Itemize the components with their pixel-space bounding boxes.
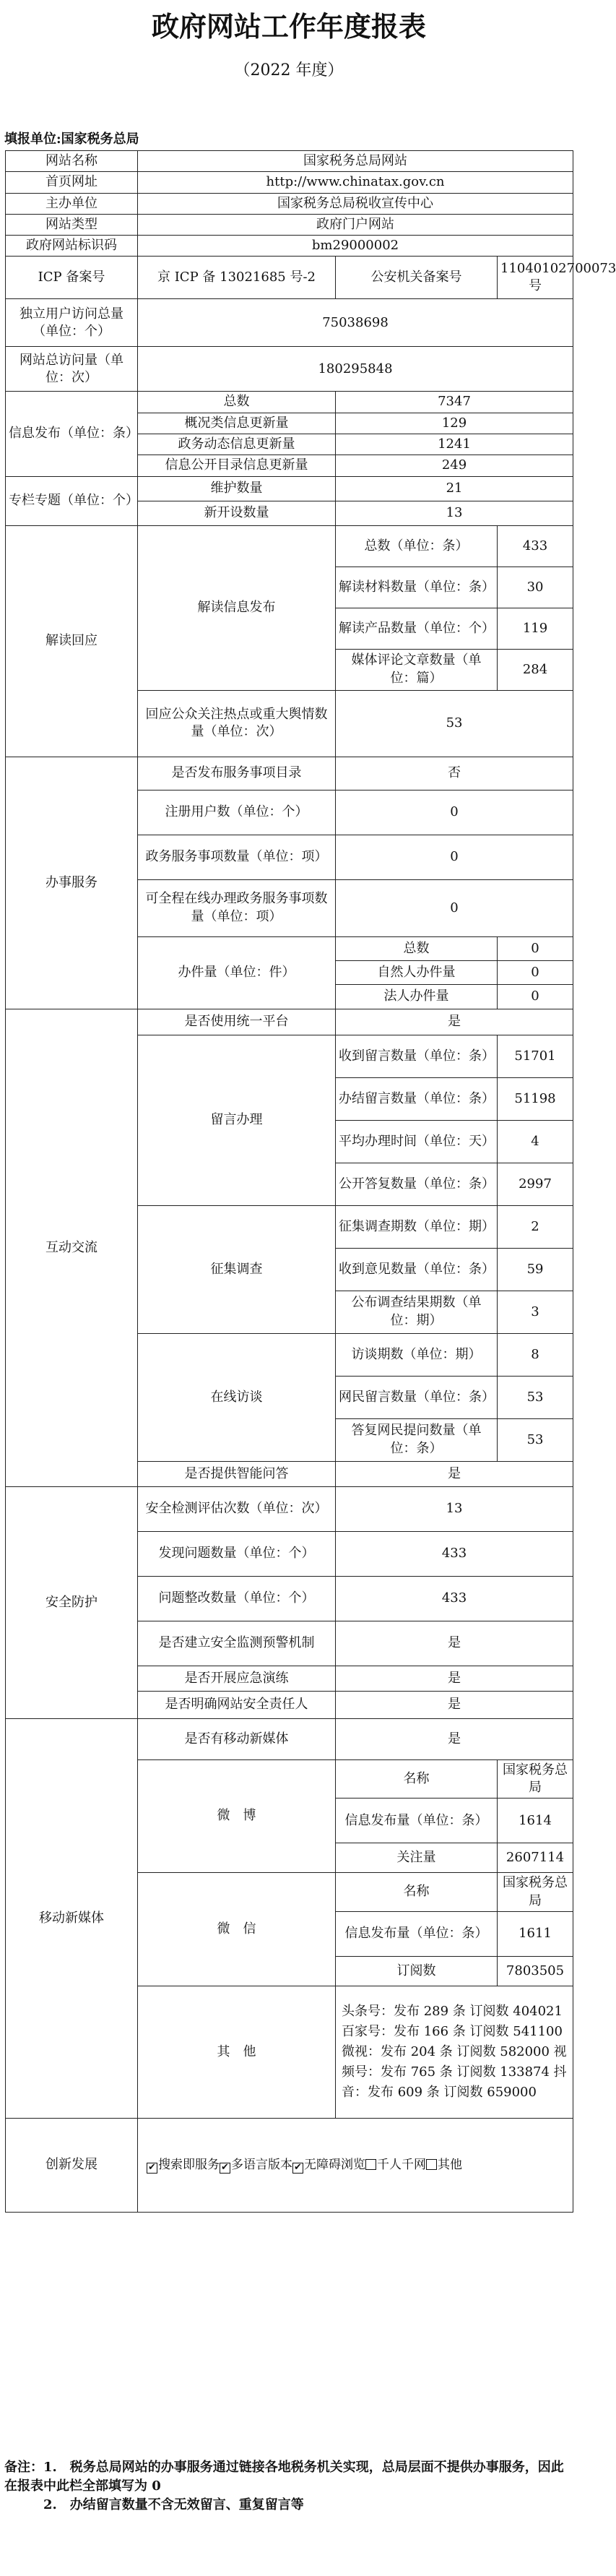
row-value: 是 bbox=[336, 1009, 573, 1035]
group-label: 微 博 bbox=[138, 1759, 336, 1873]
table-row bbox=[6, 2118, 573, 2212]
table-row bbox=[6, 1009, 573, 1035]
row-label: 媒体评论文章数量（单位：篇） bbox=[336, 649, 498, 690]
row-value: 否 bbox=[336, 757, 573, 790]
table-row bbox=[6, 1718, 573, 1759]
section-label: 解读回应 bbox=[6, 525, 138, 757]
section-label: 安全防护 bbox=[6, 1486, 138, 1718]
group-label: 在线访谈 bbox=[138, 1333, 336, 1461]
row-label: 发现问题数量（单位：个） bbox=[138, 1531, 336, 1576]
site-sponsor: 国家税务总局税收宣传中心 bbox=[138, 193, 573, 214]
row-label: 总数 bbox=[336, 936, 498, 960]
field-label: 政府网站标识码 bbox=[6, 236, 138, 257]
row-label: 概况类信息更新量 bbox=[138, 413, 336, 434]
option-label: 无障碍浏览 bbox=[304, 2158, 365, 2173]
report-year: （2022 年度） bbox=[234, 61, 344, 79]
row-label: 收到留言数量（单位：条） bbox=[336, 1035, 498, 1077]
section-label: 互动交流 bbox=[6, 1009, 138, 1486]
table-row bbox=[6, 1486, 573, 1531]
row-label: 信息公开目录信息更新量 bbox=[138, 455, 336, 476]
row-value: 0 bbox=[498, 936, 573, 960]
row-label: 政务动态信息更新量 bbox=[138, 434, 336, 455]
row-value: 1241 bbox=[336, 434, 573, 455]
row-value: 7347 bbox=[336, 392, 573, 413]
row-label: 解读产品数量（单位：个） bbox=[336, 608, 498, 649]
row-label: 公布调查结果期数（单位：期） bbox=[336, 1291, 498, 1333]
row-value: 53 bbox=[498, 1376, 573, 1418]
checkbox-icon bbox=[426, 2159, 437, 2170]
row-label: 维护数量 bbox=[138, 476, 336, 501]
row-label: 答复网民提问数量（单位：条） bbox=[336, 1418, 498, 1461]
group-label: 办件量（单位：件） bbox=[138, 936, 336, 1009]
table-row bbox=[6, 476, 573, 501]
page-title: 政府网站工作年度报表 bbox=[151, 11, 426, 43]
row-value: 433 bbox=[336, 1531, 573, 1576]
group-label: 解读信息发布 bbox=[138, 525, 336, 690]
site-name: 国家税务总局网站 bbox=[138, 151, 573, 172]
row-label: 问题整改数量（单位：个） bbox=[138, 1576, 336, 1621]
row-label: 是否建立安全监测预警机制 bbox=[138, 1621, 336, 1666]
field-label: 公安机关备案号 bbox=[336, 257, 498, 299]
field-label: 网站类型 bbox=[6, 214, 138, 235]
row-label: 是否提供智能问答 bbox=[138, 1461, 336, 1486]
row-label: 征集调查期数（单位：期） bbox=[336, 1205, 498, 1248]
note-line: 2. 办结留言数量不含无效留言、重复留言等 bbox=[4, 2497, 304, 2513]
row-label: 政务服务事项数量（单位：项） bbox=[138, 835, 336, 879]
row-value: 2997 bbox=[498, 1163, 573, 1205]
field-label: 网站总访问量（单位：次） bbox=[6, 347, 138, 392]
row-value: 0 bbox=[336, 790, 573, 835]
table-row bbox=[6, 214, 573, 235]
row-label: 名称 bbox=[336, 1759, 498, 1799]
row-value: 国家税务总局 bbox=[498, 1873, 573, 1912]
row-value: 0 bbox=[336, 835, 573, 879]
option-label: 多语言版本 bbox=[231, 2158, 292, 2173]
section-label: 创新发展 bbox=[6, 2118, 138, 2212]
row-value: 51701 bbox=[498, 1035, 573, 1077]
table-row bbox=[6, 347, 573, 392]
field-label: 主办单位 bbox=[6, 193, 138, 214]
row-label: 信息发布量（单位：条） bbox=[336, 1911, 498, 1956]
row-label: 是否有移动新媒体 bbox=[138, 1718, 336, 1759]
section-label: 专栏专题（单位：个） bbox=[6, 476, 138, 525]
option-label: 千人千网 bbox=[377, 2158, 426, 2173]
row-value: 21 bbox=[336, 476, 573, 501]
innovation-option bbox=[147, 2157, 220, 2174]
row-label: 公开答复数量（单位：条） bbox=[336, 1163, 498, 1205]
row-value: 0 bbox=[498, 984, 573, 1009]
innovation-option bbox=[365, 2157, 426, 2174]
row-value: 13 bbox=[336, 501, 573, 525]
group-label: 征集调查 bbox=[138, 1205, 336, 1333]
row-value: 59 bbox=[498, 1248, 573, 1291]
group-label: 留言办理 bbox=[138, 1035, 336, 1205]
row-value: 国家税务总局 bbox=[498, 1759, 573, 1799]
table-row bbox=[6, 257, 573, 299]
row-label: 安全检测评估次数（单位：次） bbox=[138, 1486, 336, 1531]
row-value: 是 bbox=[336, 1691, 573, 1718]
row-label: 解读材料数量（单位：条） bbox=[336, 567, 498, 608]
site-code: bm29000002 bbox=[138, 236, 573, 257]
report-table bbox=[5, 150, 616, 2213]
row-value: 1611 bbox=[498, 1911, 573, 1956]
section-label: 信息发布（单位：条） bbox=[6, 392, 138, 476]
table-row bbox=[6, 172, 573, 193]
row-value: 4 bbox=[498, 1120, 573, 1163]
innovation-options bbox=[138, 2118, 573, 2212]
row-value: 53 bbox=[336, 690, 573, 757]
row-label: 是否使用统一平台 bbox=[138, 1009, 336, 1035]
table-row bbox=[6, 525, 573, 567]
row-label: 收到意见数量（单位：条） bbox=[336, 1248, 498, 1291]
row-label: 平均办理时间（单位：天） bbox=[336, 1120, 498, 1163]
row-label: 回应公众关注热点或重大舆情数量（单位：次） bbox=[138, 690, 336, 757]
option-label: 搜索即服务 bbox=[158, 2158, 220, 2173]
row-value: 433 bbox=[336, 1576, 573, 1621]
row-label: 是否明确网站安全责任人 bbox=[138, 1691, 336, 1718]
group-label: 其 他 bbox=[138, 1986, 336, 2118]
row-label: 新开设数量 bbox=[138, 501, 336, 525]
row-value: 129 bbox=[336, 413, 573, 434]
row-value: 119 bbox=[498, 608, 573, 649]
row-value: 是 bbox=[336, 1666, 573, 1691]
icp-number: 京 ICP 备 13021685 号-2 bbox=[138, 257, 336, 299]
row-label: 是否开展应急演练 bbox=[138, 1666, 336, 1691]
row-value: 433 bbox=[498, 525, 573, 567]
site-type: 政府门户网站 bbox=[138, 214, 573, 235]
police-number: 11040102700073 号 bbox=[498, 257, 573, 299]
field-label: 首页网址 bbox=[6, 172, 138, 193]
table-row bbox=[6, 757, 573, 790]
option-label: 其他 bbox=[438, 2158, 462, 2173]
checkbox-icon: ✔ bbox=[220, 2163, 230, 2174]
field-label: 网站名称 bbox=[6, 151, 138, 172]
row-value: 53 bbox=[498, 1418, 573, 1461]
row-value: 51198 bbox=[498, 1077, 573, 1120]
row-value: 2607114 bbox=[498, 1843, 573, 1873]
section-label: 移动新媒体 bbox=[6, 1718, 138, 2118]
checkbox-icon: ✔ bbox=[292, 2163, 303, 2174]
row-value: 8 bbox=[498, 1333, 573, 1376]
row-label: 可全程在线办理政务服务事项数量（单位：项） bbox=[138, 879, 336, 936]
row-label: 关注量 bbox=[336, 1843, 498, 1873]
table-row bbox=[6, 193, 573, 214]
table-row bbox=[6, 236, 573, 257]
row-value: 是 bbox=[336, 1621, 573, 1666]
row-value: 1614 bbox=[498, 1799, 573, 1843]
row-value: 是 bbox=[336, 1461, 573, 1486]
row-label: 法人办件量 bbox=[336, 984, 498, 1009]
row-value: 0 bbox=[336, 879, 573, 936]
field-label: 独立用户访问总量（单位：个） bbox=[6, 299, 138, 347]
reporting-unit: 填报单位:国家税务总局 bbox=[4, 132, 139, 147]
row-label: 名称 bbox=[336, 1873, 498, 1912]
site-url: http://www.chinatax.gov.cn bbox=[138, 172, 573, 193]
row-label: 注册用户数（单位：个） bbox=[138, 790, 336, 835]
row-value: 0 bbox=[498, 960, 573, 984]
row-value: 3 bbox=[498, 1291, 573, 1333]
row-label: 信息发布量（单位：条） bbox=[336, 1799, 498, 1843]
group-label: 微 信 bbox=[138, 1873, 336, 1986]
page-views: 180295848 bbox=[138, 347, 573, 392]
row-label: 总数（单位：条） bbox=[336, 525, 498, 567]
row-value: 2 bbox=[498, 1205, 573, 1248]
row-value: 13 bbox=[336, 1486, 573, 1531]
row-value: 30 bbox=[498, 567, 573, 608]
row-label: 是否发布服务事项目录 bbox=[138, 757, 336, 790]
table-row bbox=[6, 299, 573, 347]
row-value: 284 bbox=[498, 649, 573, 690]
section-label: 办事服务 bbox=[6, 757, 138, 1009]
row-value: 7803505 bbox=[498, 1956, 573, 1986]
field-label: ICP 备案号 bbox=[6, 257, 138, 299]
checkbox-icon: ✔ bbox=[147, 2163, 157, 2174]
row-label: 总数 bbox=[138, 392, 336, 413]
row-label: 自然人办件量 bbox=[336, 960, 498, 984]
table-row bbox=[6, 392, 573, 413]
footnotes bbox=[4, 2458, 575, 2515]
row-label: 访谈期数（单位：期） bbox=[336, 1333, 498, 1376]
row-label: 网民留言数量（单位：条） bbox=[336, 1376, 498, 1418]
table-row bbox=[6, 151, 573, 172]
row-value: 是 bbox=[336, 1718, 573, 1759]
innovation-option bbox=[292, 2157, 365, 2174]
other-media-detail: 头条号：发布 289 条 订阅数 404021 百家号：发布 166 条 订阅数 541100 微视：发布 204 条 订阅数 582000 视频号：发布 765 条 订阅数 133874 抖音：发布 609 条 订阅数 659000 bbox=[336, 1986, 573, 2118]
note-line: 备注：1. 税务总局网站的办事服务通过链接各地税务机关实现，总局层面不提供办事服务，因此在报表中此栏全部填写为 0 bbox=[4, 2460, 564, 2494]
checkbox-icon bbox=[365, 2159, 376, 2170]
row-label: 办结留言数量（单位：条） bbox=[336, 1077, 498, 1120]
row-label: 订阅数 bbox=[336, 1956, 498, 1986]
innovation-option bbox=[220, 2157, 292, 2174]
unique-visitors: 75038698 bbox=[138, 299, 573, 347]
innovation-option bbox=[426, 2157, 462, 2174]
row-value: 249 bbox=[336, 455, 573, 476]
